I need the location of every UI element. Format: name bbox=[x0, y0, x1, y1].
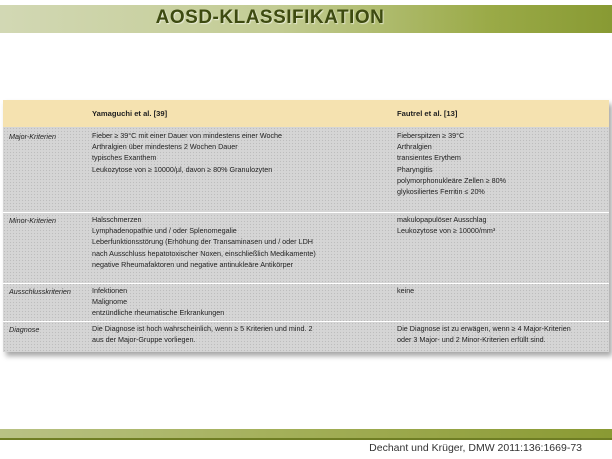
minor-yamaguchi-cell bbox=[92, 214, 316, 270]
table-cell-line: Malignome bbox=[92, 297, 128, 307]
row-divider bbox=[3, 283, 609, 284]
table-cell-line: Leukozytose von ≥ 10000/µl, davon ≥ 80% Granulozyten bbox=[92, 164, 273, 174]
table-cell-line: Die Diagnose ist zu erwägen, wenn ≥ 4 Major-Kriterien bbox=[397, 324, 571, 333]
row-divider bbox=[3, 212, 609, 213]
header-fautrel: Fautrel et al. [13] bbox=[397, 109, 458, 118]
exclusion-yamaguchi-cell bbox=[92, 285, 224, 319]
table-cell-line: negative Rheumafaktoren und negative antinukleäre Antikörper bbox=[92, 259, 293, 269]
citation: Dechant und Krüger, DMW 2011:136:1669-73 bbox=[369, 442, 582, 454]
table-cell-line: Leukozytose von ≥ 10000/mm³ bbox=[397, 226, 496, 236]
classification-table bbox=[3, 100, 609, 352]
table-cell-line: transientes Erythem bbox=[397, 153, 461, 163]
table-cell-line: aus der Major-Gruppe vorliegen. bbox=[92, 335, 196, 345]
table-cell-line: makulopapulöser Ausschlag bbox=[397, 215, 487, 224]
slide-title: AOSD-KLASSIFIKATION bbox=[155, 7, 385, 28]
table-cell-line: keine bbox=[397, 286, 415, 295]
table-cell-line: Pharyngitis bbox=[397, 164, 433, 174]
table-cell-line: Fieberspitzen ≥ 39°C bbox=[397, 131, 465, 140]
major-yamaguchi-cell bbox=[92, 130, 282, 175]
row-label-minor: Minor-Kriterien bbox=[9, 216, 56, 225]
table-cell-line: Halsschmerzen bbox=[92, 215, 142, 224]
diagnosis-yamaguchi-cell bbox=[92, 323, 312, 345]
table-cell-line: typisches Exanthem bbox=[92, 153, 157, 163]
table-cell-line: Leberfunktionsstörung (Erhöhung der Transaminasen und / oder LDH bbox=[92, 237, 313, 247]
diagnosis-fautrel-cell bbox=[397, 323, 571, 345]
table-cell-line: Fieber ≥ 39°C mit einer Dauer von mindestens einer Woche bbox=[92, 131, 283, 140]
row-label-exclusion: Ausschlusskriterien bbox=[9, 287, 71, 296]
table-cell-line: Infektionen bbox=[92, 286, 128, 295]
exclusion-fautrel-cell bbox=[397, 285, 414, 296]
table-cell-line: Die Diagnose ist hoch wahrscheinlich, wenn ≥ 5 Kriterien und mind. 2 bbox=[92, 324, 313, 333]
table-cell-line: polymorphonukleäre Zellen ≥ 80% bbox=[397, 175, 507, 185]
table-cell-line: Lymphadenopathie und / oder Splenomegalie bbox=[92, 226, 237, 236]
header-yamaguchi: Yamaguchi et al. [39] bbox=[92, 109, 168, 118]
row-divider bbox=[3, 321, 609, 322]
table-cell-line: oder 3 Major- und 2 Minor-Kriterien erfüllt sind. bbox=[397, 335, 546, 345]
table-cell-line: Arthralgien über mindestens 2 Wochen Dauer bbox=[92, 142, 238, 152]
table-cell-line: nach Ausschluss hepatotoxischer Noxen, einschließlich Medikamente) bbox=[92, 248, 316, 258]
row-label-major: Major-Kriterien bbox=[9, 132, 56, 141]
major-fautrel-cell bbox=[397, 130, 506, 197]
table-cell-line: glykosiliertes Ferritin ≤ 20% bbox=[397, 187, 485, 197]
footer-line bbox=[0, 438, 612, 440]
table-header bbox=[3, 100, 609, 127]
footer-band bbox=[0, 429, 612, 438]
minor-fautrel-cell bbox=[397, 214, 495, 236]
table-cell-line: entzündliche rheumatische Erkrankungen bbox=[92, 308, 225, 318]
table-cell-line: Arthralgien bbox=[397, 142, 432, 152]
row-label-diagnosis: Diagnose bbox=[9, 325, 40, 334]
